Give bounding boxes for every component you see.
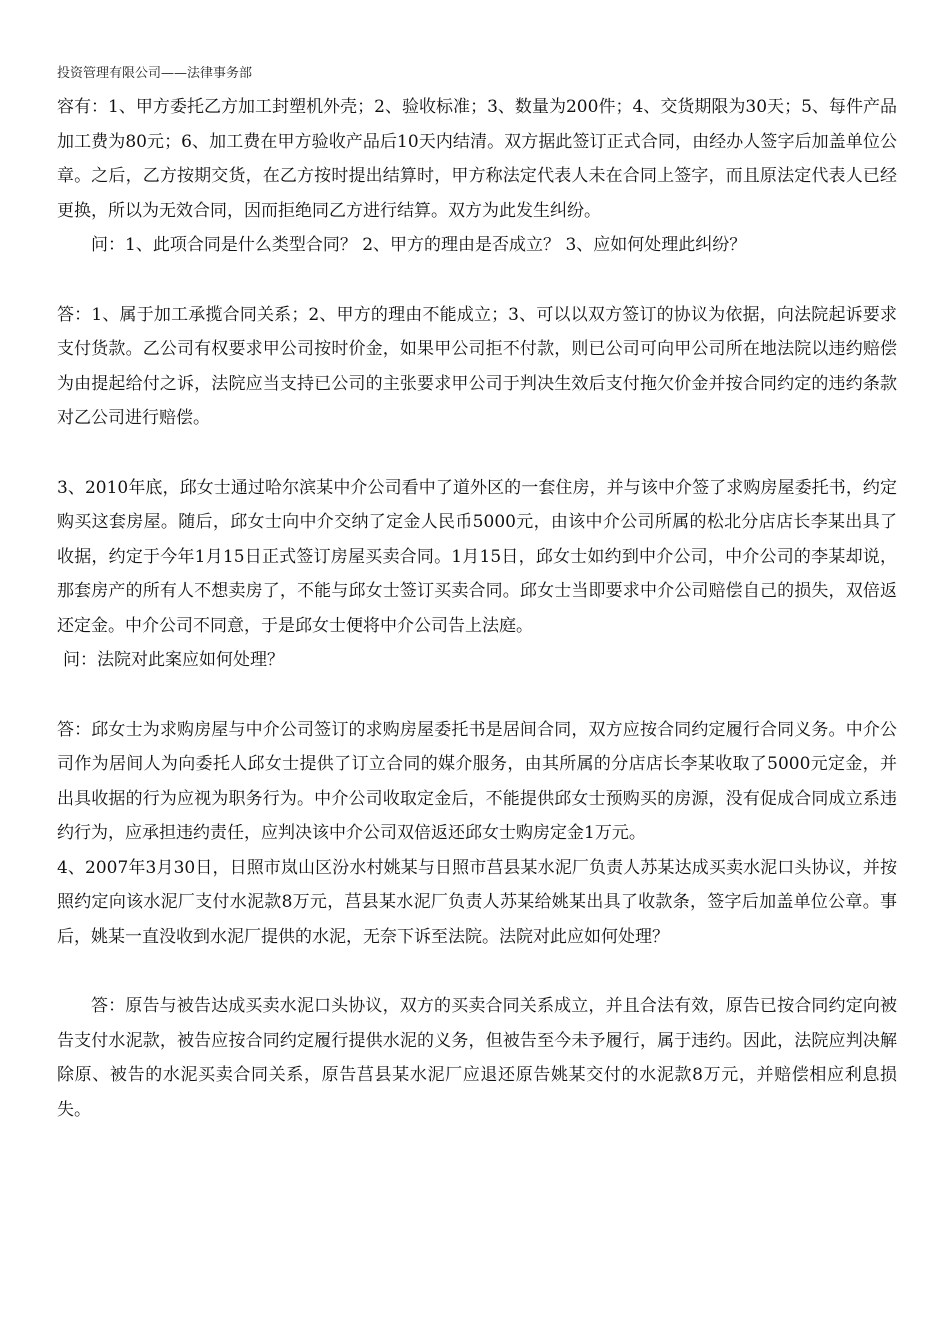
blank-line <box>57 678 897 713</box>
question-3: 问：法院对此案应如何处理？ <box>63 650 284 670</box>
blank-line <box>57 263 897 298</box>
document-page <box>57 64 897 1127</box>
question-1: 问：1、此项合同是什么类型合同？ 2、甲方的理由是否成立？ 3、应如何处理此纠纷？ <box>91 235 747 255</box>
answer-1: 答：1、属于加工承揽合同关系；2、甲方的理由不能成立；3、可以以双方签订的协议为依据，向法院起诉要求支付货款。乙公司有权要求甲公司按时价金，如果甲公司拒不付款，则已公司可向甲公司所在地法院以违约赔偿为由提起给付之诉，法院应当支持已公司的主张要求甲公司于判决生效后支付拖欠价金并按合同约定的违约条款对乙公司进行赔偿。 <box>57 304 897 428</box>
answer-3: 答：邱女士为求购房屋与中介公司签订的求购房屋委托书是居间合同，双方应按合同约定履行合同义务。中介公司作为居间人为向委托人邱女士提供了订立合同的媒介服务，由其所属的分店店长李某收取了5000元定金，并出具收据的行为应视为职务行为。中介公司收取定金后，不能提供邱女士预购买的房源，没有促成合同成立系违约行为，应承担违约责任，应判决该中介公司双倍返还邱女士购房定金1万元。 <box>57 719 897 843</box>
case-3: 3、2010年底，邱女士通过哈尔滨某中介公司看中了道外区的一套住房，并与该中介签了求购房屋委托书，约定购买这套房屋。随后，邱女士向中介交纳了定金人民币5000元，由该中介公司所属的松北分店店长李某出具了收据，约定于今年1月15日正式签订房屋买卖合同。1月15日，邱女士如约到中介公司，中介公司的李某却说，那套房产的所有人不想卖房了，不能与邱女士签订买卖合同。邱女士当即要求中介公司赔偿自己的损失，双倍返还定金。中介公司不同意，于是邱女士便将中介公司告上法庭。 <box>57 477 897 636</box>
page-header: 投资管理有限公司——法律事务部 <box>57 66 253 81</box>
answer-4: 答：原告与被告达成买卖水泥口头协议，双方的买卖合同关系成立，并且合法有效，原告已按合同约定向被告支付水泥款，被告应按合同约定履行提供水泥的义务，但被告至今未予履行，属于违约。因此，法院应判决解除原、被告的水泥买卖合同关系，原告莒县某水泥厂应退还原告姚某交付的水泥款8万元，并赔偿相应利息损失。 <box>57 996 897 1120</box>
blank-line <box>57 436 897 471</box>
blank-line <box>57 954 897 989</box>
paragraph-contract-content: 容有：1、甲方委托乙方加工封塑机外壳；2、验收标准；3、数量为200件；4、交货期限为30天；5、每件产品加工费为80元；6、加工费在甲方验收产品后10天内结清。双方据此签订正式合同，由经办人签字后加盖单位公章。之后，乙方按期交货，在乙方按时提出结算时，甲方称法定代表人未在合同上签字，而且原法定代表人已经更换，所以为无效合同，因而拒绝同乙方进行结算。双方为此发生纠纷。 <box>57 97 897 221</box>
case-4: 4、2007年3月30日，日照市岚山区汾水村姚某与日照市莒县某水泥厂负责人苏某达成买卖水泥口头协议，并按照约定向该水泥厂支付水泥款8万元，莒县某水泥厂负责人苏某给姚某出具了收款条，签字后加盖单位公章。事后，姚某一直没收到水泥厂提供的水泥，无奈下诉至法院。法院对此应如何处理？ <box>57 857 897 947</box>
